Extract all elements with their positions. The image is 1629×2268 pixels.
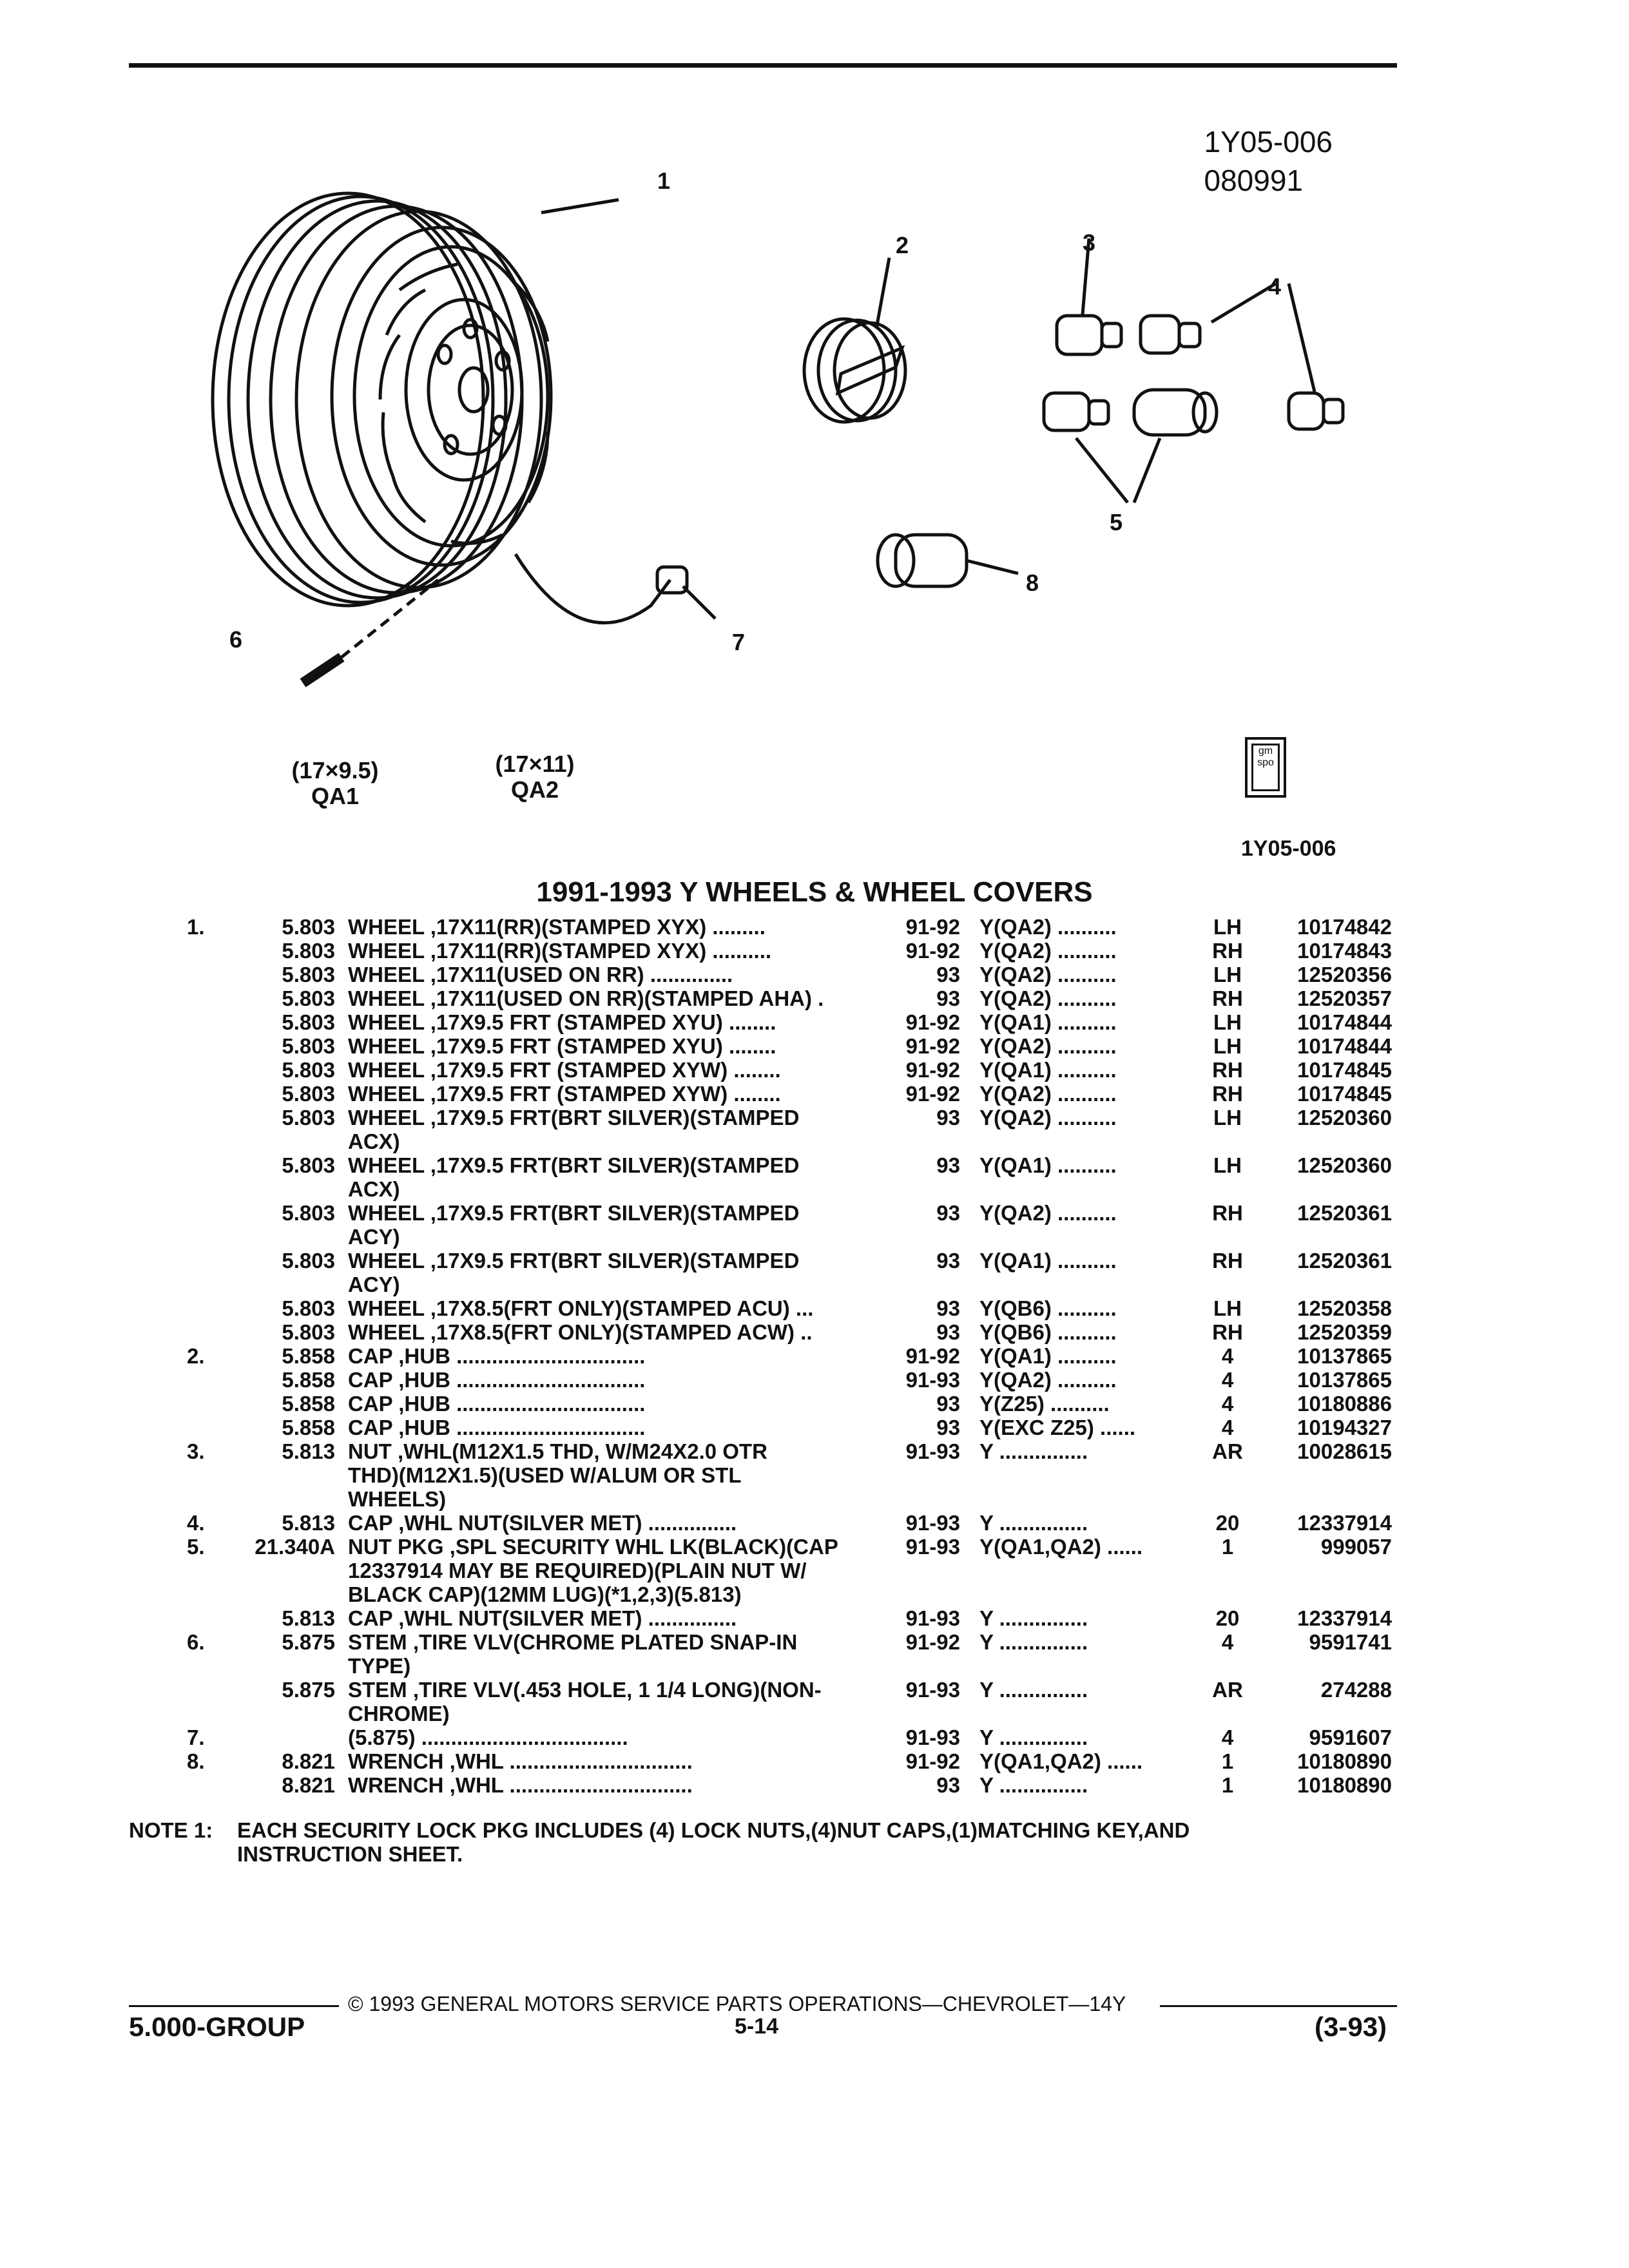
description-line: NUT PKG ,SPL SECURITY WHL LK(BLACK)(CAP <box>348 1535 838 1559</box>
part-description <box>348 1034 876 1058</box>
part-number: 12520356 <box>1297 963 1392 986</box>
model-year: 93 <box>936 1416 960 1439</box>
part-description <box>348 1535 876 1606</box>
callout-1: 1 <box>657 168 671 194</box>
part-number: 12520358 <box>1297 1296 1392 1320</box>
table-row <box>0 1010 1629 1034</box>
part-description <box>348 1678 876 1725</box>
group-number: 5.858 <box>282 1416 335 1439</box>
table-row <box>0 1320 1629 1344</box>
group-number: 5.803 <box>282 1249 335 1273</box>
size-label-qa1 <box>277 758 393 809</box>
part-number: 274288 <box>1320 1678 1392 1702</box>
quantity: 1 <box>1221 1749 1234 1773</box>
description-line: TYPE) <box>348 1654 411 1678</box>
description-line: THD)(M12X1.5)(USED W/ALUM OR STL <box>348 1463 742 1487</box>
description-line: WHEEL ,17X9.5 FRT(BRT SILVER)(STAMPED <box>348 1153 800 1177</box>
table-row <box>0 939 1629 963</box>
part-number: 12520360 <box>1297 1106 1392 1129</box>
hub-cap-illustration <box>804 258 905 422</box>
group-number: 5.803 <box>282 963 335 986</box>
callout-2: 2 <box>896 232 909 258</box>
description-line: WHEEL ,17X11(USED ON RR)(STAMPED AHA) . <box>348 986 824 1010</box>
model-year: 91-93 <box>905 1606 960 1630</box>
model-year: 91-92 <box>905 939 960 963</box>
table-row <box>0 1725 1629 1749</box>
description-line: WRENCH ,WHL ............................... <box>348 1773 693 1797</box>
table-row <box>0 1082 1629 1106</box>
table-row <box>0 1439 1629 1511</box>
part-number: 10137865 <box>1297 1368 1392 1392</box>
table-row <box>0 1416 1629 1439</box>
model-year: 93 <box>936 1392 960 1416</box>
quantity: 4 <box>1221 1344 1234 1368</box>
description-line: WHEEL ,17X9.5 FRT(BRT SILVER)(STAMPED <box>348 1201 800 1225</box>
table-row <box>0 1630 1629 1678</box>
model-year: 91-93 <box>905 1368 960 1392</box>
model-code: Y(QA2) .......... <box>979 986 1117 1010</box>
part-number: 10028615 <box>1297 1439 1392 1463</box>
part-number: 10174844 <box>1297 1034 1392 1058</box>
table-row <box>0 1034 1629 1058</box>
table-row <box>0 1511 1629 1535</box>
model-code: Y ............... <box>979 1773 1088 1797</box>
model-code: Y(QA2) .......... <box>979 1034 1117 1058</box>
group-number: 5.858 <box>282 1344 335 1368</box>
quantity: LH <box>1213 963 1242 986</box>
quantity: RH <box>1212 939 1243 963</box>
group-number: 5.803 <box>282 1153 335 1177</box>
table-row <box>0 1678 1629 1725</box>
callout-6: 6 <box>229 626 243 653</box>
top-rule <box>129 63 1397 68</box>
quantity: LH <box>1213 1106 1242 1129</box>
description-line: WRENCH ,WHL ............................... <box>348 1749 693 1773</box>
model-code: Y(QA1) .......... <box>979 1249 1117 1273</box>
callout-5: 5 <box>1110 509 1123 535</box>
model-code: Y(QA2) .......... <box>979 1106 1117 1129</box>
quantity: 4 <box>1221 1392 1234 1416</box>
description-line: ACY) <box>348 1225 400 1249</box>
description-line: WHEELS) <box>348 1487 447 1511</box>
gm-spo-logo-text: gm spo <box>1251 744 1280 791</box>
description-line: 12337914 MAY BE REQUIRED)(PLAIN NUT W/ <box>348 1559 807 1582</box>
description-line: WHEEL ,17X9.5 FRT (STAMPED XYW) ........ <box>348 1058 781 1082</box>
group-number: 5.813 <box>282 1511 335 1535</box>
size-label-qa2-size: (17×11) <box>495 751 575 777</box>
model-year: 93 <box>936 1106 960 1129</box>
part-description <box>348 963 876 986</box>
model-year: 91-93 <box>905 1439 960 1463</box>
item-number: 7. <box>187 1725 205 1749</box>
description-line: (5.875) ................................... <box>348 1725 628 1749</box>
table-row <box>0 915 1629 939</box>
quantity: LH <box>1213 1296 1242 1320</box>
table-row <box>0 1201 1629 1249</box>
table-row <box>0 1296 1629 1320</box>
group-number: 5.803 <box>282 939 335 963</box>
callout-7: 7 <box>732 629 746 655</box>
part-description <box>348 1082 876 1106</box>
callout-4: 4 <box>1268 273 1282 300</box>
item-number: 5. <box>187 1535 205 1559</box>
part-description <box>348 1749 876 1773</box>
quantity: LH <box>1213 1034 1242 1058</box>
part-description <box>348 1296 876 1320</box>
callout-8: 8 <box>1026 570 1039 596</box>
description-line: CAP ,HUB ................................ <box>348 1368 646 1392</box>
quantity: 4 <box>1221 1416 1234 1439</box>
part-number: 12337914 <box>1297 1606 1392 1630</box>
description-line: WHEEL ,17X9.5 FRT(BRT SILVER)(STAMPED <box>348 1106 800 1129</box>
group-number: 5.803 <box>282 1034 335 1058</box>
item-number: 4. <box>187 1511 205 1535</box>
part-number: 10174845 <box>1297 1058 1392 1082</box>
table-row <box>0 963 1629 986</box>
description-line: ACY) <box>348 1273 400 1296</box>
model-code: Y(QA2) .......... <box>979 915 1117 939</box>
description-line: ACX) <box>348 1177 400 1201</box>
quantity: 1 <box>1221 1773 1234 1797</box>
item-number: 1. <box>187 915 205 939</box>
model-code: Y(QA2) .......... <box>979 1082 1117 1106</box>
table-row <box>0 1606 1629 1630</box>
item-number: 6. <box>187 1630 205 1654</box>
part-description <box>348 1249 876 1296</box>
description-line: NUT ,WHL(M12X1.5 THD, W/M24X2.0 OTR <box>348 1439 767 1463</box>
quantity: 1 <box>1221 1535 1234 1559</box>
part-description <box>348 1153 876 1201</box>
size-label-qa2 <box>477 751 593 803</box>
quantity: 20 <box>1215 1606 1240 1630</box>
part-number: 9591607 <box>1309 1725 1392 1749</box>
model-code: Y ............... <box>979 1439 1088 1463</box>
gm-spo-logo <box>1245 737 1286 798</box>
part-number: 9591741 <box>1309 1630 1392 1654</box>
model-code: Y ............... <box>979 1630 1088 1654</box>
description-line: CAP ,WHL NUT(SILVER MET) ............... <box>348 1511 737 1535</box>
footer-rule-left <box>129 2005 339 2007</box>
group-number: 5.803 <box>282 1058 335 1082</box>
part-number: 12520357 <box>1297 986 1392 1010</box>
model-year: 91-93 <box>905 1511 960 1535</box>
description-line: CAP ,HUB ................................ <box>348 1344 646 1368</box>
size-label-qa2-code: QA2 <box>510 776 559 803</box>
model-year: 93 <box>936 1773 960 1797</box>
group-label: 5.000-GROUP <box>129 2012 305 2042</box>
quantity: 4 <box>1221 1725 1234 1749</box>
group-number: 5.803 <box>282 1201 335 1225</box>
model-year: 93 <box>936 986 960 1010</box>
callout-3: 3 <box>1083 229 1096 256</box>
quantity: RH <box>1212 1201 1243 1225</box>
quantity: RH <box>1212 1249 1243 1273</box>
quantity: RH <box>1212 1320 1243 1344</box>
description-line: WHEEL ,17X9.5 FRT (STAMPED XYW) ........ <box>348 1082 781 1106</box>
illustration-date: 080991 <box>1204 164 1303 197</box>
part-description <box>348 1320 876 1344</box>
table-row <box>0 986 1629 1010</box>
part-number: 10174844 <box>1297 1010 1392 1034</box>
group-number: 5.803 <box>282 1010 335 1034</box>
copyright: © 1993 GENERAL MOTORS SERVICE PARTS OPERATIONS—CHEVROLET—14Y <box>348 1992 1126 2015</box>
model-year: 93 <box>936 1201 960 1225</box>
part-description <box>348 1058 876 1082</box>
model-code: Y ............... <box>979 1606 1088 1630</box>
model-year: 91-92 <box>905 1630 960 1654</box>
model-year: 93 <box>936 1153 960 1177</box>
part-number: 10174845 <box>1297 1082 1392 1106</box>
model-year: 93 <box>936 963 960 986</box>
group-number: 5.803 <box>282 1106 335 1129</box>
model-code: Y(QA1) .......... <box>979 1058 1117 1082</box>
model-year: 91-92 <box>905 1058 960 1082</box>
part-description <box>348 1201 876 1249</box>
section-title: 1991-1993 Y WHEELS & WHEEL COVERS <box>536 876 1093 908</box>
parts-diagram <box>155 142 1379 799</box>
footer-rule-right <box>1160 2005 1397 2007</box>
model-year: 91-92 <box>905 1034 960 1058</box>
group-number: 5.858 <box>282 1368 335 1392</box>
model-code: Y(QA1) .......... <box>979 1153 1117 1177</box>
group-number: 5.803 <box>282 1296 335 1320</box>
group-number: 5.803 <box>282 986 335 1010</box>
quantity: RH <box>1212 986 1243 1010</box>
part-description <box>348 1010 876 1034</box>
description-line: WHEEL ,17X9.5 FRT (STAMPED XYU) ........ <box>348 1010 776 1034</box>
model-code: Y ............... <box>979 1678 1088 1702</box>
table-row <box>0 1749 1629 1773</box>
description-line: WHEEL ,17X8.5(FRT ONLY)(STAMPED ACU) ... <box>348 1296 814 1320</box>
model-code: Y(QA2) .......... <box>979 1368 1117 1392</box>
part-description <box>348 1511 876 1535</box>
note-label: NOTE 1: <box>129 1818 213 1842</box>
model-year: 91-92 <box>905 1344 960 1368</box>
lug-nuts-illustration <box>1044 238 1343 503</box>
model-code: Y(EXC Z25) ...... <box>979 1416 1136 1439</box>
table-row <box>0 1058 1629 1082</box>
size-label-qa1-code: QA1 <box>311 783 360 809</box>
quantity: AR <box>1212 1439 1243 1463</box>
model-code: Y(QB6) .......... <box>979 1320 1117 1344</box>
part-description <box>348 1773 876 1797</box>
group-number: 5.858 <box>282 1392 335 1416</box>
model-year: 93 <box>936 1320 960 1344</box>
table-row <box>0 1153 1629 1201</box>
model-year: 91-93 <box>905 1725 960 1749</box>
group-number: 5.803 <box>282 915 335 939</box>
quantity: 4 <box>1221 1368 1234 1392</box>
quantity: RH <box>1212 1082 1243 1106</box>
revision-date: (3-93) <box>1315 2012 1387 2042</box>
model-code: Y(QA1,QA2) ...... <box>979 1749 1143 1773</box>
quantity: LH <box>1213 915 1242 939</box>
part-number: 12337914 <box>1297 1511 1392 1535</box>
quantity: RH <box>1212 1058 1243 1082</box>
part-number: 10137865 <box>1297 1344 1392 1368</box>
part-number: 12520359 <box>1297 1320 1392 1344</box>
model-code: Y ............... <box>979 1511 1088 1535</box>
model-code: Y(QA2) .......... <box>979 963 1117 986</box>
model-year: 91-92 <box>905 1082 960 1106</box>
part-number: 10174843 <box>1297 939 1392 963</box>
model-code: Y(QA2) .......... <box>979 939 1117 963</box>
part-description <box>348 1630 876 1678</box>
model-code: Y(Z25) .......... <box>979 1392 1110 1416</box>
model-year: 91-93 <box>905 1678 960 1702</box>
description-line: WHEEL ,17X11(RR)(STAMPED XYX) .......... <box>348 939 772 963</box>
description-line: CAP ,HUB ................................ <box>348 1392 646 1416</box>
group-number: 5.875 <box>282 1678 335 1702</box>
part-description <box>348 1606 876 1630</box>
part-number: 10194327 <box>1297 1416 1392 1439</box>
quantity: 4 <box>1221 1630 1234 1654</box>
group-number: 5.813 <box>282 1439 335 1463</box>
part-description <box>348 1368 876 1392</box>
description-line: WHEEL ,17X9.5 FRT(BRT SILVER)(STAMPED <box>348 1249 800 1273</box>
part-description <box>348 1725 876 1749</box>
illustration-code: 1Y05-006 <box>1204 125 1333 159</box>
model-year: 93 <box>936 1296 960 1320</box>
table-row <box>0 1368 1629 1392</box>
model-code: Y(QA1) .......... <box>979 1344 1117 1368</box>
model-code: Y(QB6) .......... <box>979 1296 1117 1320</box>
part-description <box>348 986 876 1010</box>
model-year: 91-92 <box>905 1010 960 1034</box>
part-description <box>348 1344 876 1368</box>
description-line: CAP ,WHL NUT(SILVER MET) ............... <box>348 1606 737 1630</box>
description-line: WHEEL ,17X8.5(FRT ONLY)(STAMPED ACW) .. <box>348 1320 813 1344</box>
group-number: 8.821 <box>282 1773 335 1797</box>
model-year: 91-93 <box>905 1535 960 1559</box>
model-year: 93 <box>936 1249 960 1273</box>
description-line: WHEEL ,17X11(USED ON RR) .............. <box>348 963 733 986</box>
item-number: 3. <box>187 1439 205 1463</box>
part-description <box>348 1106 876 1153</box>
size-label-qa1-size: (17×9.5) <box>291 757 379 783</box>
group-number: 5.803 <box>282 1320 335 1344</box>
quantity: LH <box>1213 1010 1242 1034</box>
part-description <box>348 1392 876 1416</box>
description-line: STEM ,TIRE VLV(.453 HOLE, 1 1/4 LONG)(NON- <box>348 1678 822 1702</box>
page-number: 5-14 <box>735 2014 779 2039</box>
description-line: BLACK CAP)(12MM LUG)(*1,2,3)(5.813) <box>348 1582 742 1606</box>
model-code: Y(QA1) .......... <box>979 1010 1117 1034</box>
model-code: Y(QA1,QA2) ...... <box>979 1535 1143 1559</box>
part-number: 999057 <box>1320 1535 1392 1559</box>
quantity: 20 <box>1215 1511 1240 1535</box>
group-number: 5.875 <box>282 1630 335 1654</box>
table-row <box>0 1535 1629 1606</box>
model-year: 91-92 <box>905 1749 960 1773</box>
table-row <box>0 1344 1629 1368</box>
part-number: 10174842 <box>1297 915 1392 939</box>
part-number: 12520361 <box>1297 1249 1392 1273</box>
table-row <box>0 1249 1629 1296</box>
part-description <box>348 915 876 939</box>
quantity: AR <box>1212 1678 1243 1702</box>
model-year: 91-92 <box>905 915 960 939</box>
part-number: 12520360 <box>1297 1153 1392 1177</box>
table-row <box>0 1106 1629 1153</box>
description-line: ACX) <box>348 1129 400 1153</box>
group-number: 5.803 <box>282 1082 335 1106</box>
part-number: 12520361 <box>1297 1201 1392 1225</box>
part-description <box>348 1416 876 1439</box>
group-number: 5.813 <box>282 1606 335 1630</box>
model-code: Y ............... <box>979 1725 1088 1749</box>
part-number: 10180890 <box>1297 1749 1392 1773</box>
description-line: CAP ,HUB ................................ <box>348 1416 646 1439</box>
model-code: Y(QA2) .......... <box>979 1201 1117 1225</box>
wrench-illustration <box>878 535 1018 586</box>
description-line: WHEEL ,17X9.5 FRT (STAMPED XYU) ........ <box>348 1034 776 1058</box>
item-number: 2. <box>187 1344 205 1368</box>
part-number: 10180890 <box>1297 1773 1392 1797</box>
part-description <box>348 939 876 963</box>
description-line: CHROME) <box>348 1702 450 1725</box>
description-line: STEM ,TIRE VLV(CHROME PLATED SNAP-IN <box>348 1630 798 1654</box>
note-text: EACH SECURITY LOCK PKG INCLUDES (4) LOCK NUTS,(4)NUT CAPS,(1)MATCHING KEY,AND INSTRUCTION SHEET. <box>237 1818 1190 1866</box>
part-number: 10180886 <box>1297 1392 1392 1416</box>
part-description <box>348 1439 876 1511</box>
group-number: 21.340A <box>255 1535 335 1559</box>
table-row <box>0 1392 1629 1416</box>
group-number: 8.821 <box>282 1749 335 1773</box>
item-number: 8. <box>187 1749 205 1773</box>
table-row <box>0 1773 1629 1797</box>
illustration-code-small: 1Y05-006 <box>1241 836 1336 861</box>
quantity: LH <box>1213 1153 1242 1177</box>
description-line: WHEEL ,17X11(RR)(STAMPED XYX) ......... <box>348 915 766 939</box>
wheel-illustration <box>213 193 670 683</box>
